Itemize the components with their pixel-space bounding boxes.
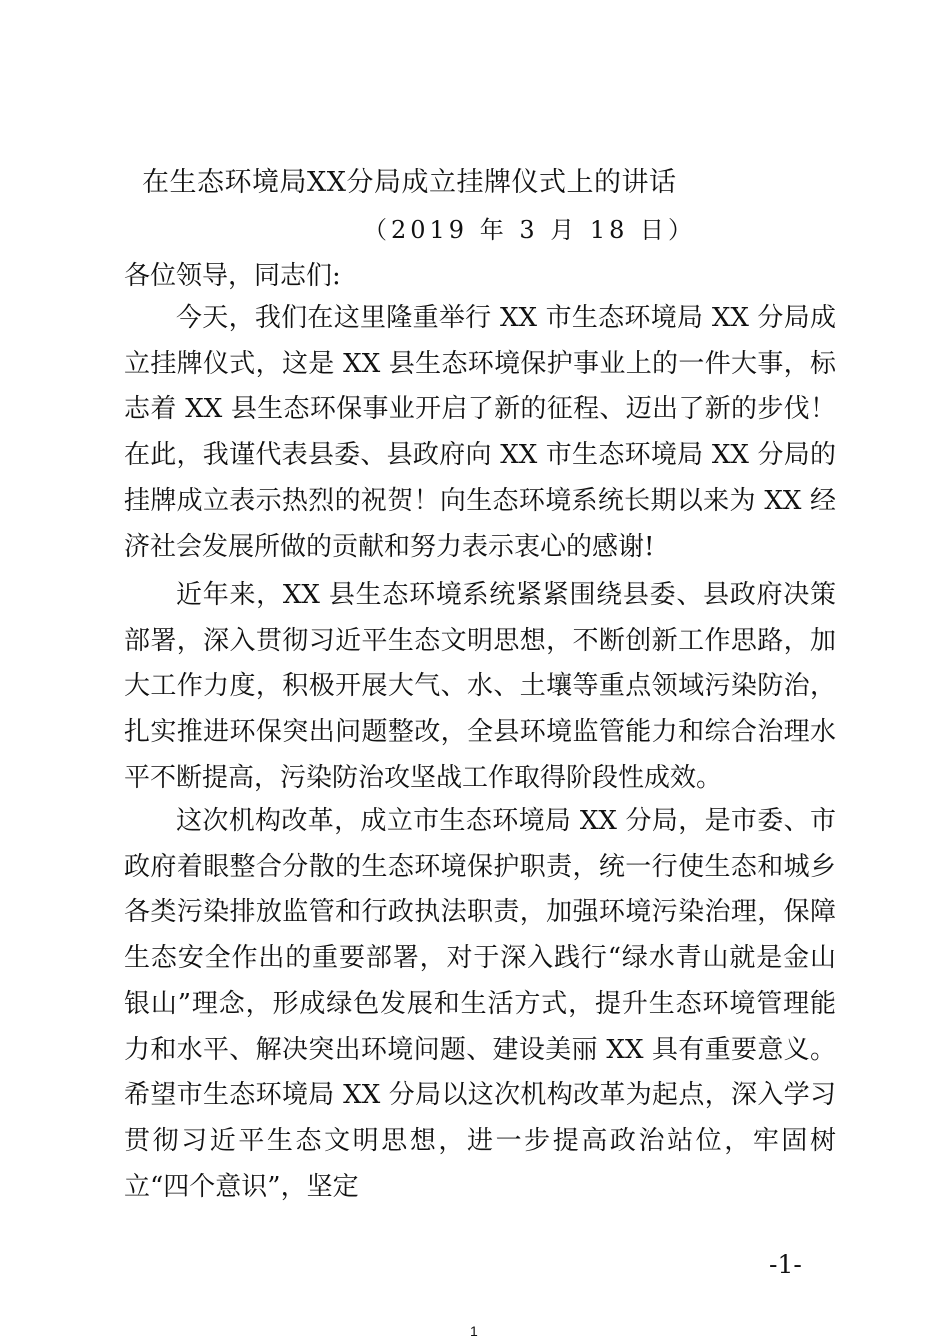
footer-page-number: 1: [470, 1323, 478, 1339]
document-title: 在生态环境局XX分局成立挂牌仪式上的讲话: [142, 167, 677, 198]
body-paragraph: 近年来，XX 县生态环境系统紧紧围绕县委、县政府决策部署，深入贯彻习近平生态文明思想，不断创新工作思路，加大工作力度，积极开展大气、水、土壤等重点领域污染防治，扎实推进环保突出问题整改，全县环境监管能力和综合治理水平不断提高，污染防治攻坚战工作取得阶段性成效。: [124, 580, 836, 793]
body-paragraph: 这次机构改革，成立市生态环境局 XX 分局，是市委、市政府着眼整合分散的生态环境保护职责，统一行使生态和城乡各类污染排放监管和行政执法职责，加强环境污染治理，保障生态安全作出的重要部署，对于深入践行“绿水青山就是金山银山”理念，形成绿色发展和生活方式，提升生态环境管理能力和水平、解决突出环境问题、建设美丽 XX 具有重要意义。希望市生态环境局 XX 分局以这次机构改革为起点，深入学习贯彻习近平生态文明思想，进一步提高政治站位，牢固树立“四个意识”，坚定: [124, 806, 836, 1202]
greeting: 各位领导，同志们:: [124, 261, 341, 291]
document-date: （2019 年 3 月 18 日）: [363, 216, 697, 244]
body-paragraph: 今天，我们在这里隆重举行 XX 市生态环境局 XX 分局成立挂牌仪式，这是 XX 县生态环境保护事业上的一件大事，标志着 XX 县生态环保事业开启了新的征程、迈出了新的步伐！在此，我谨代表县委、县政府向 XX 市生态环境局 XX 分局的挂牌成立表示热烈的祝贺！向生态环境系统长期以来为 XX 经济社会发展所做的贡献和努力表示衷心的感谢!: [124, 303, 836, 562]
page-number: -1-: [769, 1250, 802, 1279]
